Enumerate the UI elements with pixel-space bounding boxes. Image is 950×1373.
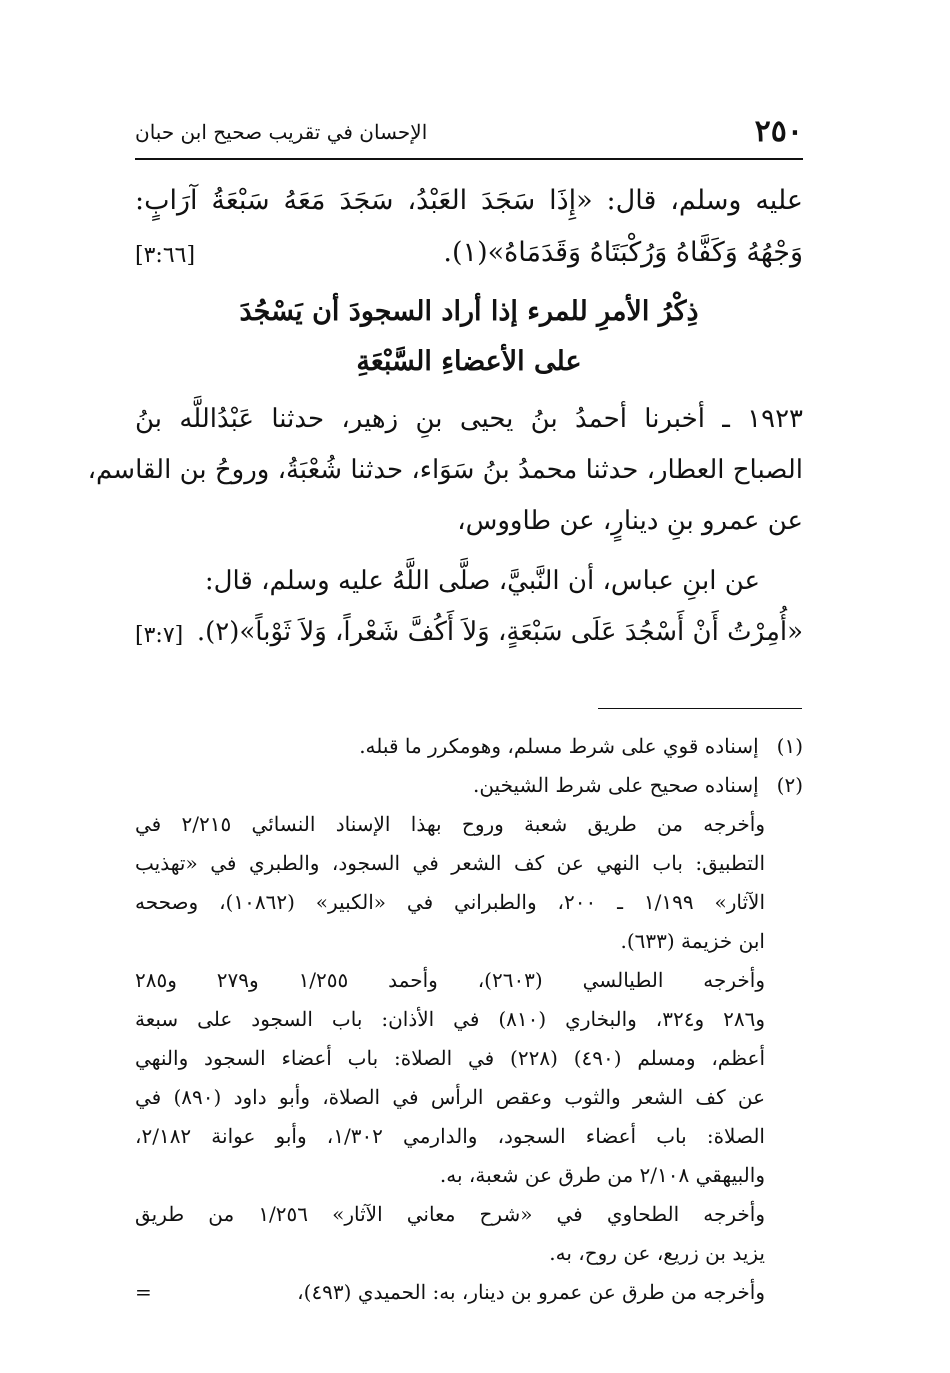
hadith-reference: [٣:٧] (135, 623, 184, 648)
hadith-matn-line-2-text: «أُمِرْتُ أَنْ أَسْجُدَ عَلَى سَبْعَةٍ، وَلاَ أَكُفَّ شَعْراً، وَلاَ ثَوْباً»(٢). (196, 617, 803, 647)
footnote-para1-line-3: الآثار» ١/١٩٩ ـ ٢٠٠، والطبراني في «الكبير» (١٠٨٦٢)، وصححه (135, 890, 766, 914)
prev-hadith-line-1: عليه وسلم، قال: «إِذَا سَجَدَ العَبْدُ، سَجَدَ مَعَهُ سَبْعَةُ آرَابٍ: (135, 185, 803, 216)
continuation-mark: = (135, 1280, 152, 1304)
footnote-para1-line-2: التطبيق: باب النهي عن كف الشعر في السجود، والطبري في «تهذيب (135, 851, 765, 875)
footnote-para1-line-4: ابن خزيمة (٦٣٣). (620, 929, 765, 953)
footnote-para2-line-1: وأخرجه الطيالسي (٢٦٠٣)، وأحمد ١/٢٥٥ و٢٧٩ و٢٨٥ (135, 968, 765, 992)
footnote-para4-line-1 (135, 1280, 765, 1304)
page-number: ٢٥٠ (754, 114, 803, 149)
hadith-isnad-line-1: ١٩٢٣ ـ أخبرنا أحمدُ بنُ يحيى بنِ زهير، حدثنا عَبْدُاللَّه بنُ (135, 404, 803, 434)
footnote-para1-line-1: وأخرجه من طريق شعبة وروح بهذا الإسناد النسائي ٢/٢١٥ في (135, 812, 765, 836)
footnote-para2-line-4: عن كف الشعر والثوب وعقص الرأس في الصلاة، وأبو داود (٨٩٠) في (135, 1085, 766, 1109)
footnote-2 (135, 773, 803, 797)
footnote-1-number: (١) (776, 734, 803, 758)
header-rule (135, 158, 803, 160)
prev-hadith-reference: [٣:٦٦] (135, 243, 196, 268)
hadith-matn-line-1: عن ابنِ عباس، أن النَّبيَّ، صلَّى اللَّهُ عليه وسلم، قال: (204, 566, 760, 596)
prev-hadith-line-2 (135, 237, 803, 269)
footnote-para2-line-3: أعظم، ومسلم (٤٩٠) (٢٢٨) في الصلاة: باب أعضاء السجود والنهي (135, 1046, 765, 1070)
footnote-1-text: إسناده قوي على شرط مسلم، وهومكرر ما قبله. (359, 734, 759, 758)
page-header (135, 114, 803, 154)
footnote-para3-line-2: يزيد بن زريع، عن روح، به. (549, 1241, 765, 1265)
footnote-para4-text: وأخرجه من طرق عن عمرو بن دينار، به: الحميدي (٤٩٣)، (297, 1280, 765, 1304)
hadith-matn-line-2 (135, 617, 803, 648)
chapter-heading-line-1: ذِكْرُ الأمرِ للمرء إذا أراد السجودَ أن يَسْجُدَ (239, 296, 699, 327)
running-title: الإحسان في تقريب صحيح ابن حبان (135, 120, 428, 144)
footnote-para2-line-5: الصلاة: باب أعضاء السجود، والدارمي ١/٣٠٢، وأبو عوانة ٢/١٨٢، (135, 1124, 765, 1148)
footnote-2-text: إسناده صحيح على شرط الشيخين. (472, 773, 759, 797)
footnote-para2-line-2: و٢٨٦ و٣٢٤، والبخاري (٨١٠) في الأذان: باب السجود على سبعة (135, 1007, 766, 1031)
prev-hadith-line-2-text: وَجْهُهُ وَكَفَّاهُ وَرُكْبَتَاهُ وَقَدَمَاهُ»(١). (443, 237, 803, 268)
footnote-2-number: (٢) (776, 773, 803, 797)
hadith-isnad-line-3: عن عمرو بنِ دينارٍ، عن طاووس، (457, 506, 803, 536)
footnote-1 (135, 734, 803, 758)
hadith-isnad-line-2: الصباح العطار، حدثنا محمدُ بنُ سَوَاء، حدثنا شُعْبَةُ، وروحُ بن القاسم، (87, 455, 803, 485)
chapter-heading-line-2: على الأعضاءِ السَّبْعَةِ (356, 346, 582, 377)
footnote-rule (598, 708, 802, 709)
footnote-para3-line-1: وأخرجه الطحاوي في «شرح معاني الآثار» ١/٢٥٦ من طريق (135, 1202, 765, 1226)
footnote-para2-line-6: والبيهقي ٢/١٠٨ من طرق عن شعبة، به. (439, 1163, 765, 1187)
